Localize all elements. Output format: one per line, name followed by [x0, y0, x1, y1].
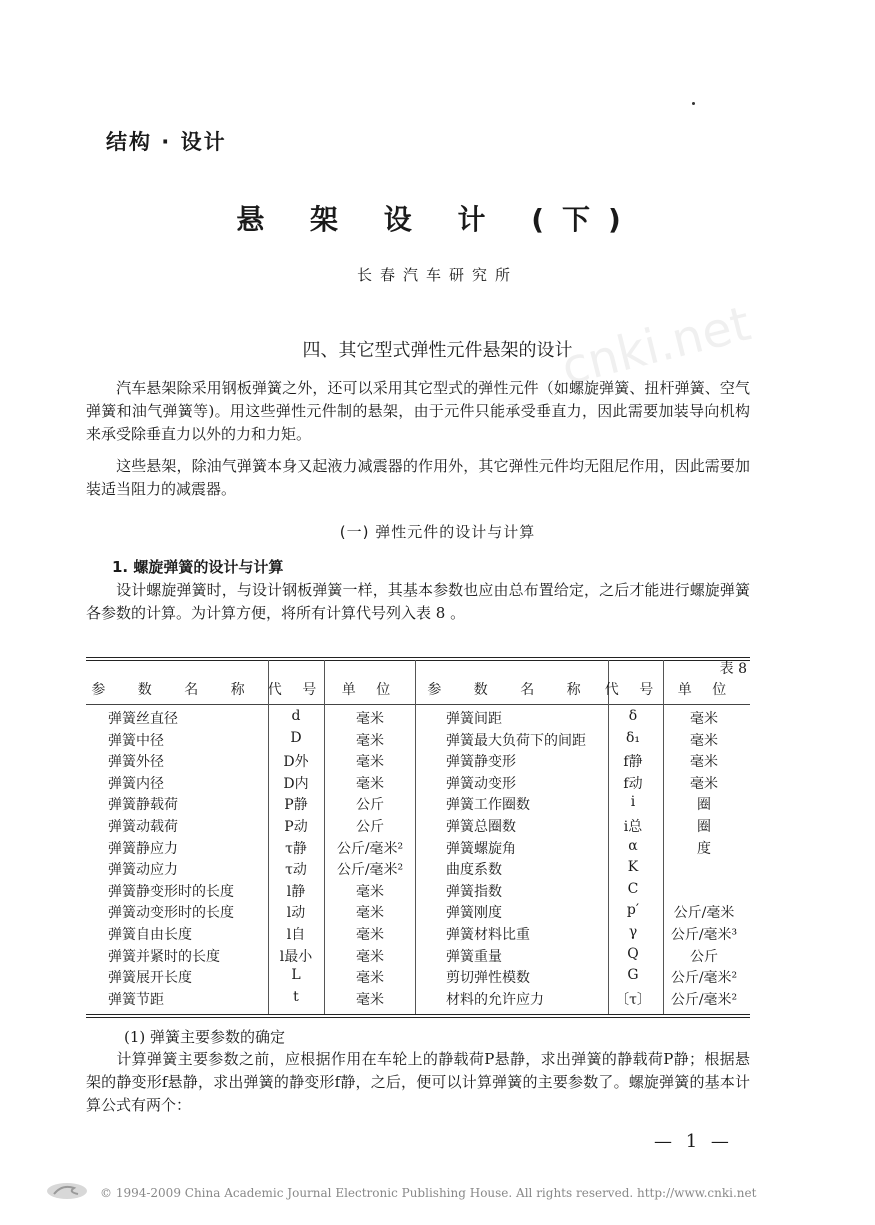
table-cell: 弹簧内径 [108, 775, 164, 792]
paragraph-4 [86, 1048, 750, 1117]
table-cell: 度 [697, 840, 711, 857]
table-column-divider [415, 660, 416, 1014]
table-cell: 材料的允许应力 [446, 991, 544, 1008]
table-cell: d [291, 708, 301, 724]
table-cell: 弹簧丝直径 [108, 711, 178, 727]
table-cell: 公斤 [356, 797, 384, 814]
table-cell: 弹簧螺旋角 [446, 840, 516, 857]
table-rule [86, 660, 750, 661]
table-rule [86, 1017, 750, 1018]
table-cell: P动 [284, 819, 308, 835]
table-cell: 弹簧静变形 [446, 754, 516, 771]
heading-1: 1. 螺旋弹簧的设计与计算 [112, 558, 284, 576]
table-cell: 毫米 [356, 732, 384, 749]
table-cell: 公斤/毫米 [673, 905, 735, 922]
table-cell: C [627, 880, 639, 897]
paragraph-2-text: 这些悬架，除油气弹簧本身又起液力减震器的作用外，其它弹性元件均无阻尼作用，因此需要加装适当阻力的减震器。 [86, 457, 750, 498]
table-column-divider [608, 660, 609, 1014]
table-cell: Q [627, 945, 639, 962]
table-cell: 毫米 [356, 948, 384, 965]
table-rule [86, 1014, 750, 1015]
table-column-divider [324, 660, 325, 1014]
table-cell: 弹簧静应力 [108, 840, 178, 857]
table-cell: 圈 [697, 819, 711, 835]
table-cell: 公斤/毫米² [336, 862, 404, 879]
table-cell: 毫米 [356, 754, 384, 771]
table-header-cell: 代 号 [267, 682, 325, 698]
table-cell: l最小 [279, 948, 313, 965]
table-cell: γ [628, 924, 638, 940]
table-cell: i [630, 794, 636, 811]
table-cell: 弹簧最大负荷下的间距 [446, 732, 586, 749]
table-cell: 毫米 [356, 927, 384, 943]
table-cell: 曲度系数 [446, 862, 502, 879]
table-caption: 表 8 [719, 661, 747, 677]
table-cell: 毫米 [356, 775, 384, 792]
article-author: 长春汽车研究所 [356, 266, 518, 284]
table-cell: 弹簧工作圈数 [446, 797, 530, 814]
page-number: — 1 — [654, 1131, 733, 1152]
table-cell: 圈 [697, 797, 711, 814]
table-cell: 弹簧静载荷 [108, 797, 178, 814]
table-cell: 弹簧总圈数 [446, 819, 516, 835]
table-header-cell: 参 数 名 称 [427, 682, 595, 698]
table-cell: D [290, 729, 302, 746]
paragraph-1-text: 汽车悬架除采用钢板弹簧之外，还可以采用其它型式的弹性元件（如螺旋弹簧、扭杆弹簧、空气弹簧和油气弹簧等)。用这些弹性元件制的悬架，由于元件只能承受垂直力，因此需要加装导向机构来承受除垂直力以外的力和力矩。 [86, 379, 750, 443]
table-cell: P静 [284, 797, 308, 814]
table-rule [86, 657, 750, 658]
table-cell: i总 [623, 819, 643, 835]
table-header-cell: 代 号 [604, 682, 662, 698]
table-cell: 弹簧刚度 [446, 905, 502, 922]
table-cell: K [627, 859, 639, 876]
table-rule [86, 704, 750, 705]
table-cell: l动 [286, 905, 306, 922]
watermark: cnki.net [556, 295, 756, 397]
table-cell: 毫米 [356, 970, 384, 987]
table-cell: 弹簧自由长度 [108, 927, 192, 943]
table-cell: 公斤/毫米² [670, 970, 738, 987]
chapter-heading: 四、其它型式弹性元件悬架的设计 [302, 340, 573, 361]
table-cell: τ动 [285, 862, 307, 879]
table-cell: 弹簧动载荷 [108, 819, 178, 835]
table-cell: D内 [283, 775, 309, 792]
table-cell: 公斤 [356, 819, 384, 835]
table-column-divider [268, 660, 269, 1014]
table-cell: 弹簧动变形 [446, 775, 516, 792]
section-label: 结构 · 设计 [106, 130, 227, 154]
heading-2: (1) 弹簧主要参数的确定 [124, 1028, 286, 1047]
table-cell: 弹簧静变形时的长度 [108, 883, 234, 900]
table-cell: 毫米 [356, 905, 384, 922]
table-cell: 弹簧指数 [446, 883, 502, 900]
table-header-cell: 单 位 [677, 682, 735, 698]
table-cell: 毫米 [356, 883, 384, 900]
table-cell: f动 [623, 775, 643, 792]
table-header-cell: 参 数 名 称 [91, 682, 259, 698]
table-cell: t [293, 988, 299, 1005]
table-cell: G [627, 967, 639, 984]
table-cell: 剪切弹性模数 [446, 970, 530, 987]
table-cell: 〔τ〕 [615, 991, 651, 1008]
table-cell: 毫米 [356, 711, 384, 727]
table-cell: D外 [283, 754, 309, 771]
table-cell: 毫米 [690, 754, 718, 771]
table-cell: 公斤/毫米² [670, 991, 738, 1008]
table-cell: 弹簧重量 [446, 948, 502, 965]
table-cell: 公斤 [690, 948, 718, 965]
table-cell: 毫米 [356, 991, 384, 1008]
table-cell: 公斤/毫米³ [670, 927, 738, 943]
table-cell: 毫米 [690, 711, 718, 727]
table-cell: τ静 [285, 840, 307, 857]
table-cell: 弹簧展开长度 [108, 970, 192, 987]
table-cell: 弹簧材料比重 [446, 927, 530, 943]
table-cell: L [291, 967, 301, 984]
copyright-footer: © 1994-2009 China Academic Journal Electronic Publishing House. All rights reserved. http://www.cnki.net [100, 1186, 757, 1200]
paragraph-3-text: 设计螺旋弹簧时，与设计钢板弹簧一样，其基本参数也应由总布置给定，之后才能进行螺旋弹簧各参数的计算。为计算方便，将所有计算代号列入表 8 。 [86, 581, 750, 622]
subsection-heading: (一) 弹性元件的设计与计算 [339, 523, 536, 541]
table-cell: 弹簧中径 [108, 732, 164, 749]
table-cell: 毫米 [690, 732, 718, 749]
article-title: 悬 架 设 计 (下) [236, 203, 639, 236]
table-cell: 公斤/毫米² [336, 840, 404, 857]
table-cell: l自 [286, 927, 306, 943]
table-cell: 弹簧动变形时的长度 [108, 905, 234, 922]
table-cell: 弹簧外径 [108, 754, 164, 771]
table-cell: 弹簧节距 [108, 991, 164, 1008]
table-column-divider [663, 660, 664, 1014]
table-cell: 弹簧动应力 [108, 862, 178, 879]
table-cell: δ [628, 708, 638, 724]
table-cell: 弹簧并紧时的长度 [108, 948, 220, 965]
table-cell: δ₁ [625, 729, 641, 746]
paragraph-4-text: 计算弹簧主要参数之前，应根据作用在车轮上的静载荷P悬静，求出弹簧的静载荷P静；根据悬架的静变形f悬静，求出弹簧的静变形f静，之后，便可以计算弹簧的主要参数了。螺旋弹簧的基本计算公式有两个： [86, 1050, 750, 1115]
table-cell: 毫米 [690, 775, 718, 792]
table-cell: l静 [286, 883, 306, 900]
table-cell: 弹簧间距 [446, 711, 502, 727]
cnki-logo-icon [44, 1180, 90, 1202]
table-cell: p′ [626, 902, 640, 919]
table-cell: f静 [623, 754, 643, 771]
table-header-cell: 单 位 [341, 682, 399, 698]
table-cell: α [628, 837, 638, 854]
